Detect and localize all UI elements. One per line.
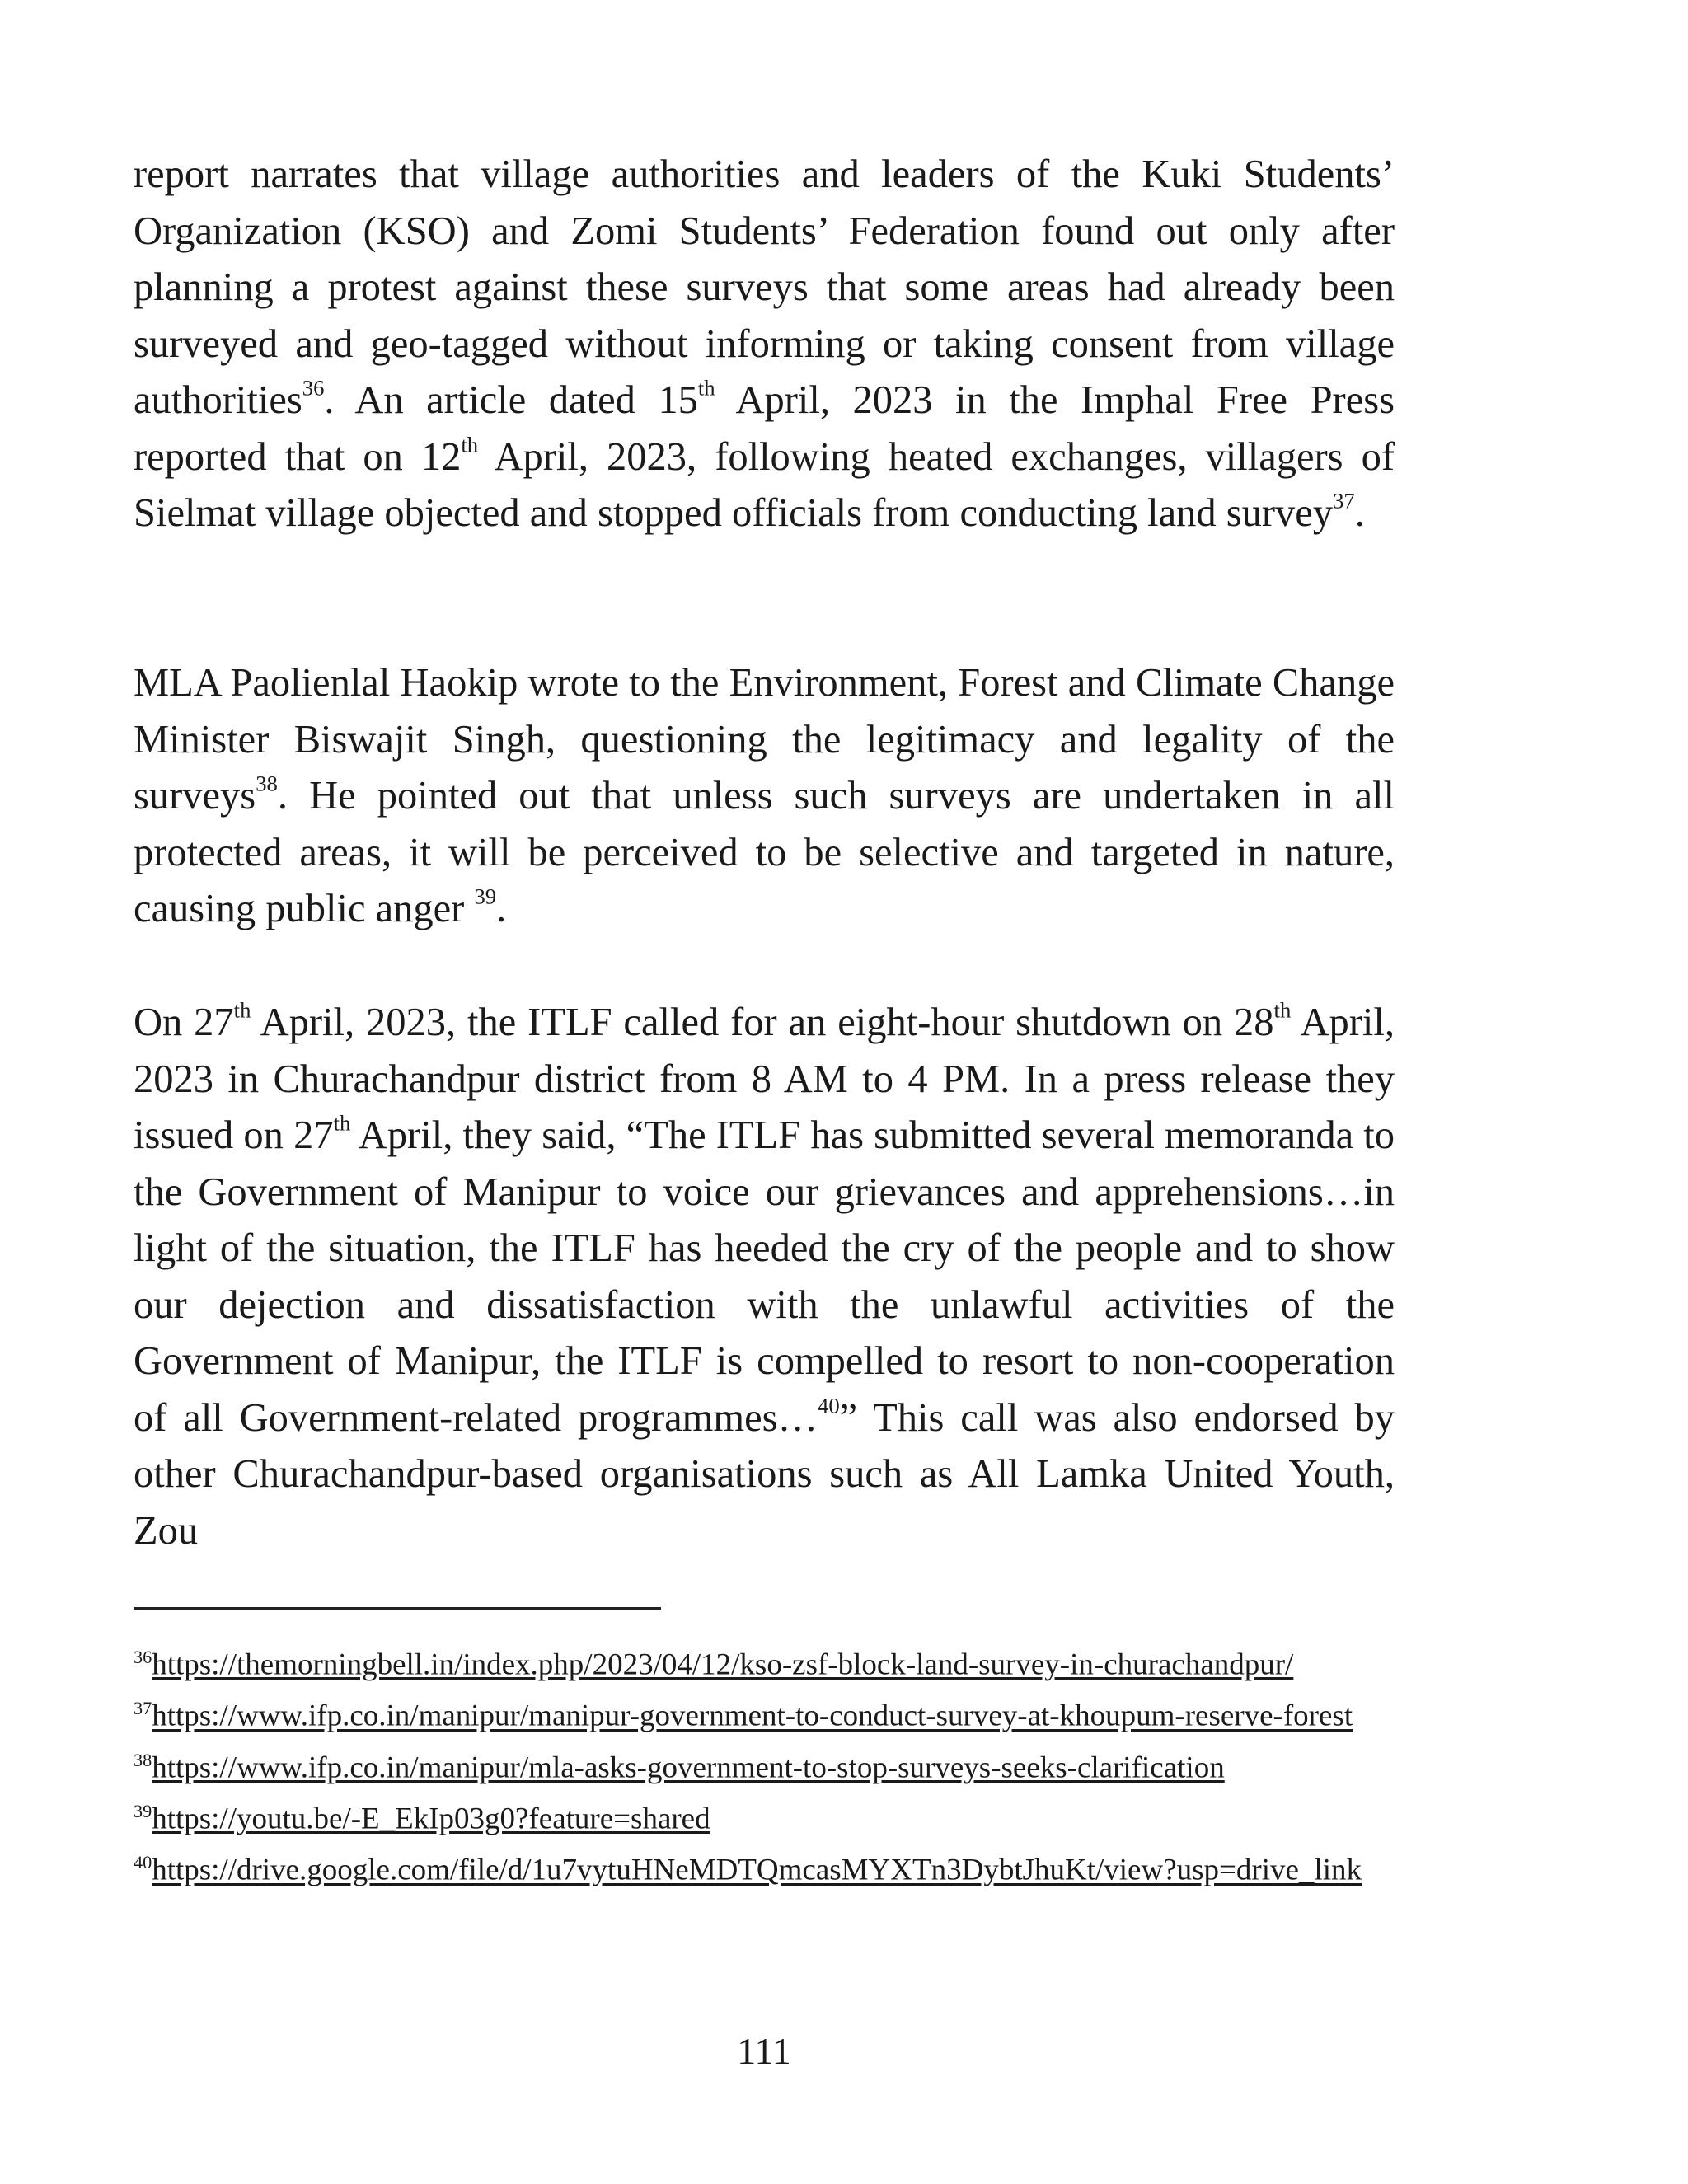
footnote-36: $^{36}$https://themorningbell.in/index.php/2023/04/12/kso-zsf-block-land-survey-in-churachandpur/	[134, 1647, 1294, 1682]
footnote-ref-40[interactable]: 40	[817, 1393, 840, 1418]
footnote-40: $^{40}$https://drive.google.com/file/d/1u7vytuHNeMDTQmcasMYXTn3DybtJhuKt/view?usp=drive_link	[134, 1852, 1362, 1887]
footnote-link-38[interactable]: https://www.ifp.co.in/manipur/mla-asks-government-to-stop-surveys-seeks-clarification	[152, 1750, 1225, 1784]
paragraph-mla-letter: MLA Paolienlal Haokip wrote to the Environment, Forest and Climate Change Minister Biswajit Singh, questioning the legitimacy and legality of the surveys$^{38}$. He pointed out that unless such surveys are undertaken in all protected areas, it will be perceived to be selective and targeted in nature, causing public anger $^{39}$.	[134, 661, 1395, 930]
paragraph-survey-report: report narrates that village authorities and leaders of the Kuki Students’ Organization (KSO) and Zomi Students’ Federation found out only after planning a protest against these surveys that some areas had already been surveyed and geo-tagged without informing or taking consent from village authorities$^{36}$. An article dated 15th April, 2023 in the Imphal Free Press reported that on 12th April, 2023, following heated exchanges, villagers of Sielmat village objected and stopped officials from conducting land survey$^{37}$.	[134, 152, 1395, 535]
footnote-link-39[interactable]: https://youtu.be/-E_EkIp03g0?feature=shared	[152, 1802, 710, 1836]
footnote-link-37[interactable]: https://www.ifp.co.in/manipur/manipur-government-to-conduct-survey-at-khoupum-reserve-forest	[152, 1699, 1353, 1733]
page-number: 111	[737, 2030, 791, 2072]
footnotes-list	[134, 1636, 1419, 1891]
footnote-ref-38[interactable]: 38	[256, 771, 278, 796]
footnote-divider	[134, 1607, 661, 1610]
footnote-ref-37[interactable]: 37	[1333, 488, 1355, 513]
paragraph-itlf-shutdown: On 27th April, 2023, the ITLF called for an eight-hour shutdown on 28th April, 2023 in Churachandpur district from 8 AM to 4 PM. In a press release they issued on 27th April, they said, “The ITLF has submitted several memoranda to the Government of Manipur to voice our grievances and apprehensions…in light of the situation, the ITLF has heeded the cry of the people and to show our dejection and dissatisfaction with the unlawful activities of the Government of Manipur, the ITLF is compelled to resort to non-cooperation of all Government-related programmes…$^{40}$” This call was also endorsed by other Churachandpur-based organisations such as All Lamka United Youth, Zou	[134, 997, 1395, 1553]
footnote-38: $^{38}$https://www.ifp.co.in/manipur/mla-asks-government-to-stop-surveys-seeks-clarification	[134, 1749, 1225, 1784]
footnote-37: $^{37}$https://www.ifp.co.in/manipur/manipur-government-to-conduct-survey-at-khoupum-reserve-forest	[134, 1698, 1353, 1733]
footnote-ref-36[interactable]: 36	[302, 375, 325, 401]
footnote-link-40[interactable]: https://drive.google.com/file/d/1u7vytuHNeMDTQmcasMYXTn3DybtJhuKt/view?usp=drive_link	[152, 1853, 1362, 1887]
footnote-link-36[interactable]: https://themorningbell.in/index.php/2023/04/12/kso-zsf-block-land-survey-in-churachandpur/	[152, 1647, 1294, 1682]
footnote-ref-39[interactable]: 39	[474, 883, 497, 909]
footnote-39: $^{39}$https://youtu.be/-E_EkIp03g0?feature=shared	[134, 1800, 710, 1836]
